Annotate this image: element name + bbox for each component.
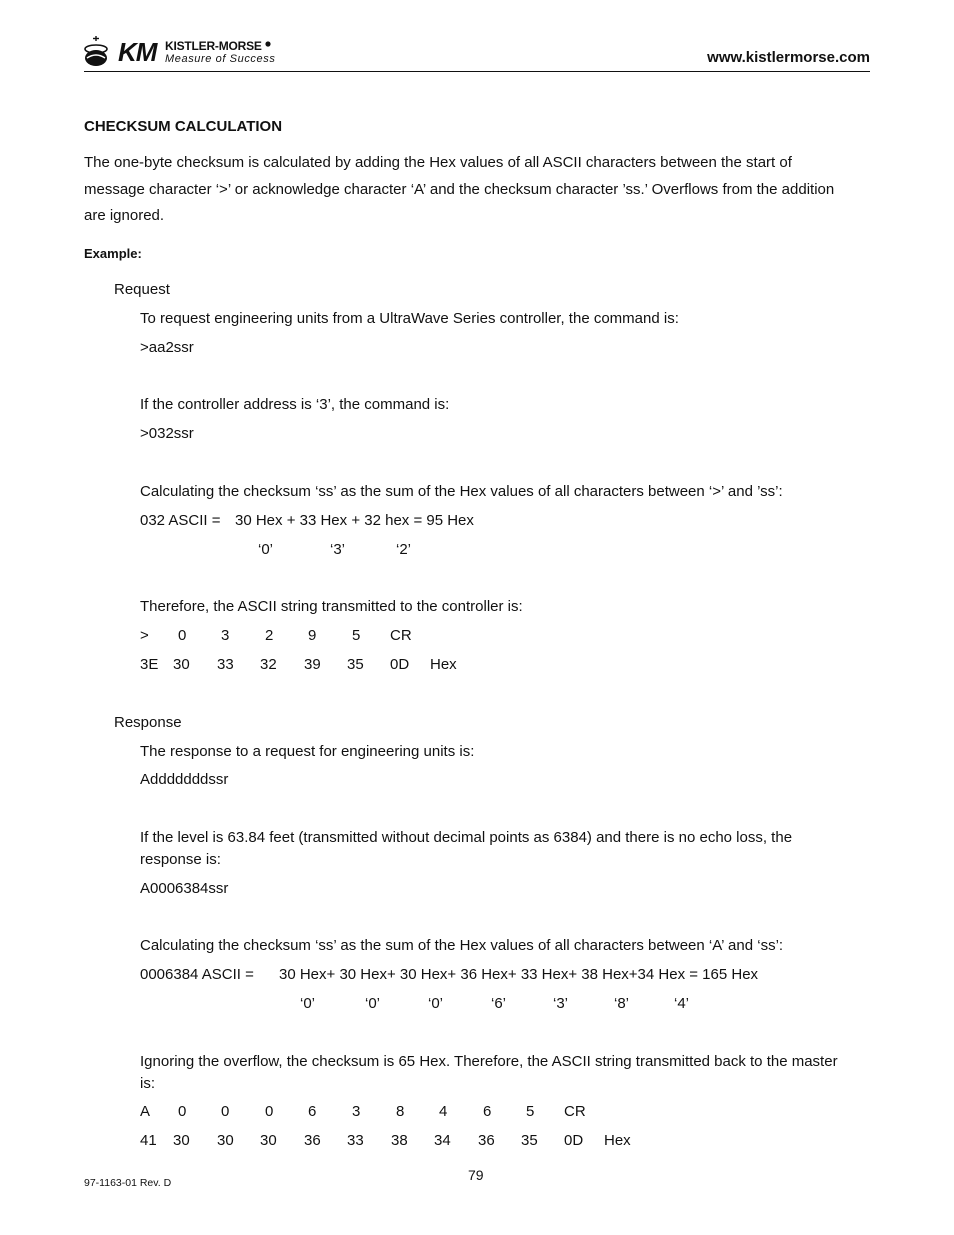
- response-hex-cell: 34: [434, 1132, 451, 1149]
- request-hex-cell: 35: [347, 656, 364, 673]
- request-calc-char: ‘3’: [330, 541, 346, 558]
- request-hex-cell: 39: [304, 656, 321, 673]
- intro-paragraph: The one-byte checksum is calculated by adding the Hex values of all ASCII characters between the start of message character ‘>’ or acknowledge character ‘A’ and the checksum character ’ss.’ Overflows from the addition are ignored.: [84, 154, 835, 224]
- km-emblem-icon: [84, 36, 114, 68]
- registered-mark-icon: [265, 41, 271, 47]
- request-hex-cell: 30: [173, 656, 190, 673]
- response-hex-cell: Hex: [604, 1132, 631, 1149]
- request-text-1: To request engineering units from a UltraWave Series controller, the command is:: [140, 310, 679, 327]
- response-text-4: Ignoring the overflow, the checksum is 65 Hex. Therefore, the ASCII string transmitted back to the master is:: [140, 1053, 838, 1092]
- response-text-1: The response to a request for engineering units is:: [140, 743, 475, 760]
- response-hex-cell: 38: [391, 1132, 408, 1149]
- request-hex-cell: Hex: [430, 656, 457, 673]
- logo-brand-name: KISTLER-MORSE: [165, 39, 262, 53]
- logo-mark: KM: [118, 37, 157, 67]
- response-calc-char: ‘3’: [553, 995, 569, 1012]
- response-calc-char: ‘0’: [365, 995, 381, 1012]
- page-number: 79: [468, 1167, 484, 1183]
- response-hex-cell: 41: [140, 1132, 157, 1149]
- website-link[interactable]: www.kistlermorse.com: [707, 49, 870, 66]
- request-char-cell: 9: [308, 627, 317, 644]
- response-char-cell: CR: [564, 1103, 586, 1120]
- request-calc-chars-row: [0, 540, 954, 560]
- request-hex-row: [0, 655, 954, 675]
- example-label: Example:: [84, 246, 142, 261]
- response-hex-cell: 0D: [564, 1132, 584, 1149]
- response-char-cell: 5: [526, 1103, 535, 1120]
- response-hex-row: [0, 1131, 954, 1151]
- request-calc-expression: 30 Hex + 33 Hex + 32 hex = 95 Hex: [235, 512, 474, 529]
- response-hex-cell: 30: [260, 1132, 277, 1149]
- document-number: 97-1163-01 Rev. D: [84, 1177, 172, 1189]
- response-hex-cell: 33: [347, 1132, 364, 1149]
- response-calc-char: ‘6’: [491, 995, 507, 1012]
- response-char-cell: 6: [308, 1103, 317, 1120]
- section-title: CHECKSUM CALCULATION: [84, 118, 283, 135]
- request-calc-char: ‘2’: [396, 541, 412, 558]
- response-calc-char: ‘8’: [614, 995, 630, 1012]
- request-calc-label: 032 ASCII =: [140, 512, 221, 529]
- request-text-2: If the controller address is ‘3’, the command is:: [140, 396, 450, 413]
- request-hex-cell: 33: [217, 656, 234, 673]
- response-ascii-chars-row: [0, 1102, 954, 1122]
- response-calc-char: ‘0’: [300, 995, 316, 1012]
- request-command-generic: >aa2ssr: [140, 339, 194, 356]
- request-text-3: Calculating the checksum ‘ss’ as the sum of the Hex values of all characters between ‘>’ and ’ss’:: [140, 483, 783, 500]
- response-char-cell: 0: [265, 1103, 274, 1120]
- response-hex-cell: 36: [478, 1132, 495, 1149]
- request-ascii-chars-row: [0, 626, 954, 646]
- request-text-4: Therefore, the ASCII string transmitted to the controller is:: [140, 598, 523, 615]
- request-hex-cell: 32: [260, 656, 277, 673]
- response-char-cell: 4: [439, 1103, 448, 1120]
- response-hex-cell: 30: [173, 1132, 190, 1149]
- response-hex-cell: 30: [217, 1132, 234, 1149]
- response-text-2: If the level is 63.84 feet (transmitted without decimal points as 6384) and there is no echo loss, the response is:: [140, 829, 793, 868]
- request-char-cell: 2: [265, 627, 274, 644]
- response-calc-chars-row: [0, 994, 954, 1014]
- response-text-3: Calculating the checksum ‘ss’ as the sum of the Hex values of all characters between ‘A’ and ‘ss’:: [140, 937, 784, 954]
- response-char-cell: 8: [396, 1103, 405, 1120]
- request-command-address: >032ssr: [140, 425, 194, 442]
- response-hex-cell: 36: [304, 1132, 321, 1149]
- response-calc-expression: 30 Hex+ 30 Hex+ 30 Hex+ 36 Hex+ 33 Hex+ 38 Hex+34 Hex = 165 Hex: [279, 966, 759, 983]
- request-calc-char: ‘0’: [258, 541, 274, 558]
- request-heading: Request: [114, 281, 170, 298]
- response-calc-label: 0006384 ASCII =: [140, 966, 254, 983]
- response-hex-cell: 35: [521, 1132, 538, 1149]
- kistler-morse-logo: [84, 36, 284, 68]
- response-heading: Response: [114, 714, 182, 731]
- response-char-cell: A: [140, 1103, 151, 1120]
- response-calc-char: ‘4’: [674, 995, 690, 1012]
- response-char-cell: 0: [178, 1103, 187, 1120]
- response-calc-char: ‘0’: [428, 995, 444, 1012]
- logo-tagline: Measure of Success: [165, 53, 276, 65]
- response-command-generic: Adddddddssr: [140, 771, 229, 788]
- response-char-cell: 0: [221, 1103, 230, 1120]
- request-char-cell: CR: [390, 627, 412, 644]
- request-char-cell: 0: [178, 627, 187, 644]
- response-char-cell: 3: [352, 1103, 361, 1120]
- request-char-cell: 5: [352, 627, 361, 644]
- response-char-cell: 6: [483, 1103, 492, 1120]
- request-char-cell: 3: [221, 627, 230, 644]
- request-hex-cell: 0D: [390, 656, 410, 673]
- response-command-level: A0006384ssr: [140, 880, 229, 897]
- header-divider: [84, 71, 870, 72]
- request-char-cell: >: [140, 627, 149, 644]
- request-hex-cell: 3E: [140, 656, 159, 673]
